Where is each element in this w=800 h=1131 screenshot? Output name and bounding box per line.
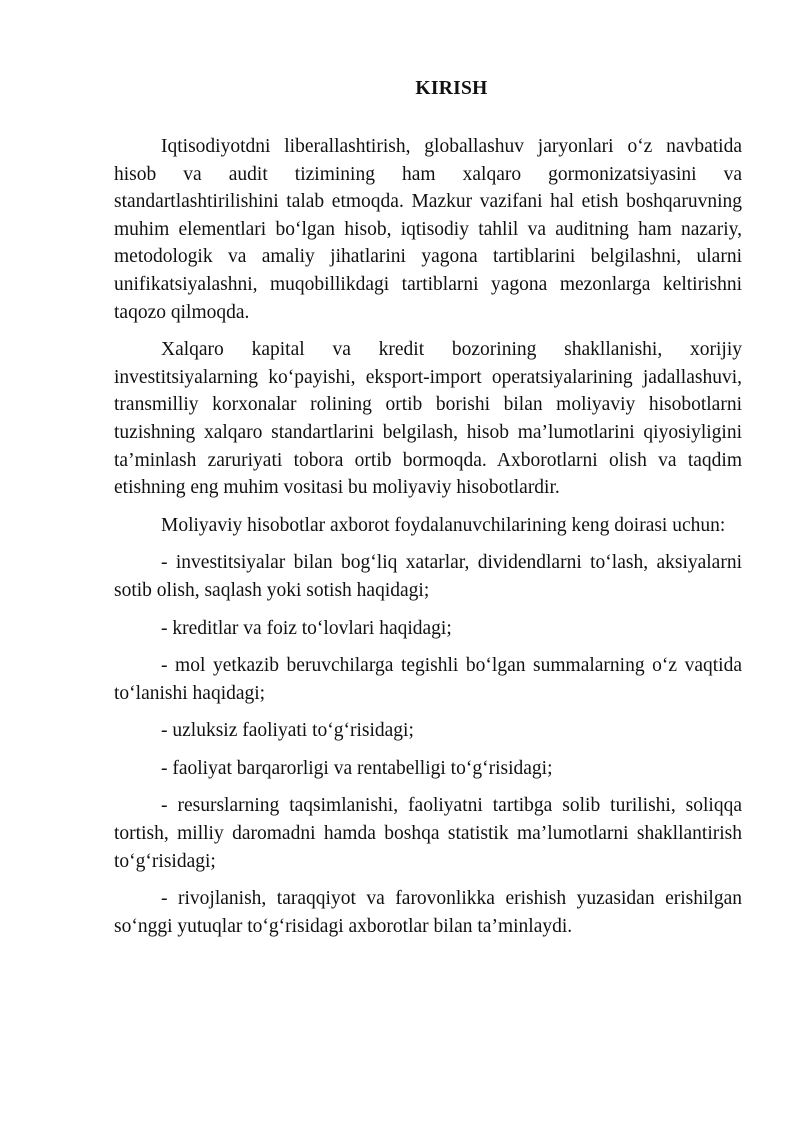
list-item-development: - rivojlanish, taraqqiyot va farovonlikka erishish yuzasidan erishilgan so‘nggi yutuqlar to‘g‘risidagi axborotlar bilan ta’minlaydi. [114,888,742,937]
paragraph-intro: Iqtisodiyotdni liberallashtirish, globallashuv jaryonlari o‘z navbatida hisob va audit tizimining ham xalqaro gormonizatsiyasini va standartlashtirilishini talab etmoqda. Mazkur vazifani hal etish boshqaruvning muhim elementlari bo‘lgan hisob, iqtisodiy tahlil va auditning ham nazariy, metodologik va amaliy jihatlarini yagona tartiblarini belgilashni, ularni unifikatsiyalashni, muqobillikdagi tartiblarni yagona mezonlarga keltirishni taqozo qilmoqda. [114,136,742,323]
paragraph-users: Moliyaviy hisobotlar axborot foydalanuvchilarining keng doirasi uchun: [161,514,726,536]
paragraph-capital-markets: Xalqaro kapital va kredit bozorining shakllanishi, xorijiy investitsiyalarning ko‘payishi, eksport-import operatsiyalarining jadallashuvi, transmilliy korxonalar rolining ortib borishi bilan moliyaviy hisobotlarni tuzishning xalqaro standartlarini belgilash, hisob ma’lumotlarini qiyosiyligini ta’minlash zaruriyati tobora ortib bormoqda. Axborotlarni olish va taqdim etishning eng muhim vositasi bu moliyaviy hisobotlardir. [114,339,742,499]
list-item-credits: - kreditlar va foiz to‘lovlari haqidagi; [161,617,452,639]
list-item-suppliers: - mol yetkazib beruvchilarga tegishli bo‘lgan summalarning o‘z vaqtida to‘lanishi haqidagi; [114,655,742,704]
list-item-resources: - resurslarning taqsimlanishi, faoliyatni tartibga solib turilishi, soliqqa tortish, milliy daromadni hamda boshqa statistik ma’lumotlarni shakllantirish to‘g‘risidagi; [114,795,742,872]
list-item-continuity: - uzluksiz faoliyati to‘g‘risidagi; [161,720,414,742]
document-body [114,133,742,950]
page-title: KIRISH [415,78,488,99]
list-item-stability: - faoliyat barqarorligi va rentabelligi to‘g‘risidagi; [161,757,553,779]
list-item-investments: - investitsiyalar bilan bog‘liq xatarlar, dividendlarni to‘lash, aksiyalarni sotib olish, saqlash yoki sotish haqidagi; [114,552,742,601]
